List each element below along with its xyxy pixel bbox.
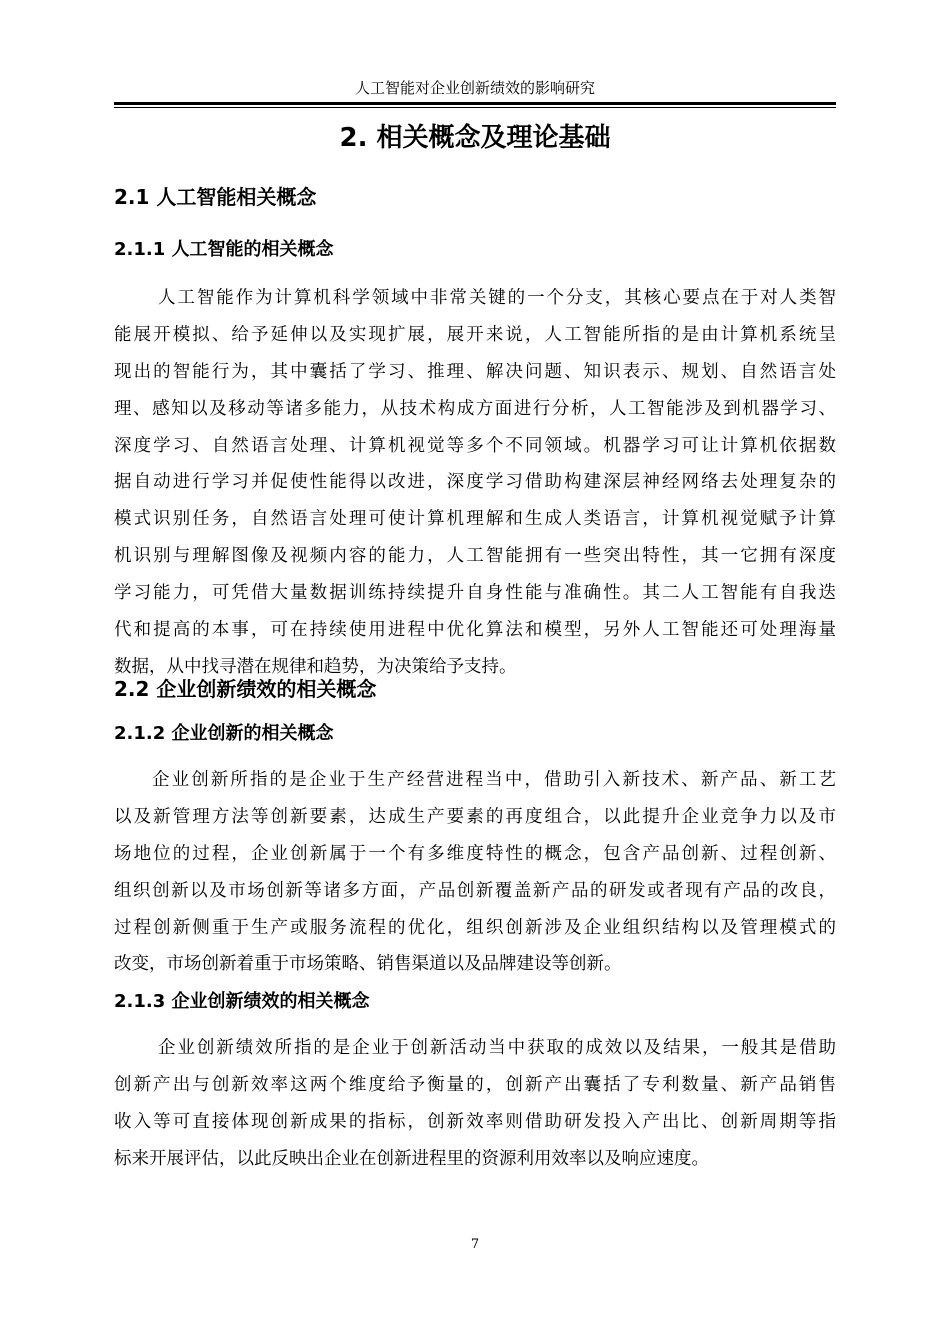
section-heading-2-1: 2.1 人工智能相关概念	[114, 185, 317, 209]
paragraph-line: 据自动进行学习并促使性能得以改进，深度学习借助构建深层神经网络去处理复杂的	[114, 472, 836, 493]
paragraph-line: 企业创新绩效所指的是企业于创新活动当中获取的成效以及结果，一般其是借助	[158, 1038, 836, 1058]
paragraph-enterprise-innovation	[114, 762, 836, 983]
paragraph-line: 场地位的过程，企业创新属于一个有多维度特性的概念，包含产品创新、过程创新、	[114, 843, 836, 864]
paragraph-line: 模式识别任务，自然语言处理可使计算机理解和生成人类语言，计算机视觉赋予计算	[114, 509, 836, 530]
paragraph-line: 企业创新所指的是企业于生产经营进程当中，借助引入新技术、新产品、新工艺	[152, 770, 836, 790]
header-rule-thin	[114, 107, 836, 108]
paragraph-line: 现出的智能行为，其中囊括了学习、推理、解决问题、知识表示、规划、自然语言处	[114, 361, 836, 382]
page-number: 7	[470, 1237, 480, 1252]
paragraph-line: 理、感知以及移动等诸多能力，从技术构成方面进行分析，人工智能涉及到机器学习、	[114, 398, 836, 419]
paragraph-line: 改变，市场创新着重于市场策略、销售渠道以及品牌建设等创新。	[114, 954, 622, 975]
section-heading-2-2: 2.2 企业创新绩效的相关概念	[114, 677, 377, 701]
paragraph-ai-concept	[114, 280, 836, 686]
paragraph-line: 组织创新以及市场创新等诸多方面，产品创新覆盖新产品的研发或者现有产品的改良，	[114, 880, 836, 901]
chapter-title: 2. 相关概念及理论基础	[339, 123, 611, 153]
paragraph-line: 过程创新侧重于生产或服务流程的优化，组织创新涉及企业组织结构以及管理模式的	[114, 917, 836, 938]
running-header: 人工智能对企业创新绩效的影响研究	[354, 79, 595, 97]
paragraph-line: 机识别与理解图像及视频内容的能力，人工智能拥有一些突出特性，其一它拥有深度	[114, 546, 836, 567]
paragraph-line: 以及新管理方法等创新要素，达成生产要素的再度组合，以此提升企业竞争力以及市	[114, 806, 836, 827]
paragraph-line: 深度学习、自然语言处理、计算机视觉等多个不同领域。机器学习可让计算机依据数	[114, 435, 836, 456]
paragraph-line: 创新产出与创新效率这两个维度给予衡量的，创新产出囊括了专利数量、新产品销售	[114, 1074, 836, 1095]
header-rule-thick	[114, 102, 836, 105]
paragraph-line: 收入等可直接体现创新成果的指标，创新效率则借助研发投入产出比、创新周期等指	[114, 1111, 836, 1132]
paragraph-line: 标来开展评估，以此反映出企业在创新进程里的资源利用效率以及响应速度。	[114, 1148, 709, 1169]
paragraph-line: 代和提高的本事，可在持续使用进程中优化算法和模型，另外人工智能还可处理海量	[114, 620, 836, 641]
paragraph-line: 数据，从中找寻潜在规律和趋势，为决策给予支持。	[114, 656, 517, 677]
paragraph-line: 学习能力，可凭借大量数据训练持续提升自身性能与准确性。其二人工智能有自我迭	[114, 583, 836, 604]
subsection-heading-2-1-2: 2.1.2 企业创新的相关概念	[114, 723, 334, 744]
paragraph-innovation-performance	[114, 1030, 836, 1178]
subsection-heading-2-1-1: 2.1.1 人工智能的相关概念	[114, 239, 334, 260]
paragraph-line: 人工智能作为计算机科学领域中非常关键的一个分支，其核心要点在于对人类智	[158, 288, 836, 308]
paragraph-line: 能展开模拟、给予延伸以及实现扩展，展开来说，人工智能所指的是由计算机系统呈	[114, 324, 836, 345]
subsection-heading-2-1-3: 2.1.3 企业创新绩效的相关概念	[114, 991, 370, 1012]
